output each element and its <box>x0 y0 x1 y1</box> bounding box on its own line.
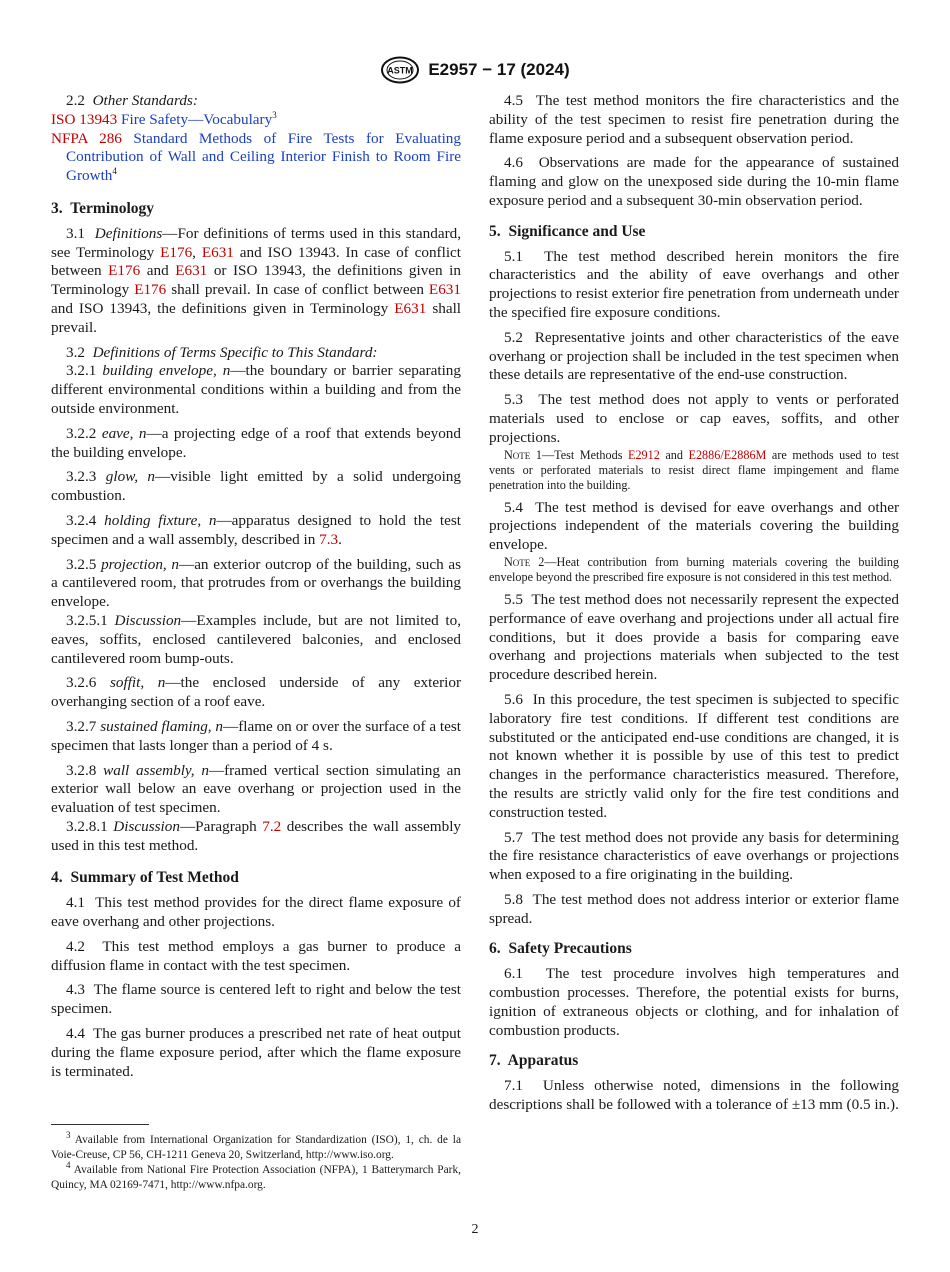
ref-link[interactable]: E176 <box>108 262 141 280</box>
paragraph-4-2: 4.2 This test method employs a gas burner to produce a diffusion flame in contact with the test specimen. <box>51 937 461 974</box>
paragraph-3-1: 3.1 Definitions—For definitions of terms used in this standard, see Terminology E176, E631 and ISO 13943. In case of conflict between E176 and E631 or ISO 13943, the definitions given in Terminology E176 shall prevail. In case of conflict between E631 and ISO 13943, the definitions given in Terminology E631 shall prevail. <box>51 224 462 336</box>
left-column <box>51 92 461 1087</box>
note-2: Note 2—Heat contribution from burning materials covering the building envelope beyond the prescribed fire exposure is not considered in this test method. <box>489 554 900 584</box>
paragraph-4-4: 4.4 The gas burner produces a prescribed net rate of heat output during the flame exposure period, after which the flame exposure is terminated. <box>51 1025 461 1080</box>
discussion-3-2-8-1: 3.2.8.1 Discussion—Paragraph 7.2 describes the wall assembly used in this test method. <box>51 817 462 854</box>
reference-title-link[interactable]: Fire Safety—Vocabulary <box>121 110 273 128</box>
section-heading-significance: 5. Significance and Use <box>489 222 646 240</box>
ref-link[interactable]: E631 <box>428 281 461 299</box>
reference-iso-13943: ISO 13943 Fire Safety—Vocabulary$^3$ <box>51 109 277 128</box>
ref-link[interactable]: E176 <box>160 243 193 261</box>
paragraph-5-6: 5.6 In this procedure, the test specimen is subjected to specific laboratory fire test conditions. If different test conditions are substituted or the anticipated end-use conditions are changed, it is not known whether it is possible by use of this test to predict changes in the performance characteristics measured. Therefore, the results are strictly valid only for the fire test conditions and construction tested. <box>489 690 900 821</box>
definition-3-2-7: 3.2.7 sustained flaming, n—flame on or over the surface of a test specimen that lasts longer than a period of 4 s. <box>51 717 462 754</box>
ref-link[interactable]: E2886/E2886M <box>688 447 767 462</box>
definition-3-2-3: 3.2.3 glow, n—visible light emitted by a solid undergoing combustion. <box>51 468 461 505</box>
section-heading-safety: 6. Safety Precautions <box>489 940 632 958</box>
paragraph-5-8: 5.8 The test method does not address interior or exterior flame spread. <box>489 890 899 927</box>
ref-link[interactable]: E176 <box>134 281 167 299</box>
definition-3-2-6: 3.2.6 soffit, n—the enclosed underside of any exterior overhanging section of a roof eave. <box>51 674 462 711</box>
right-column <box>489 92 899 1121</box>
section-heading-apparatus: 7. Apparatus <box>489 1052 579 1070</box>
footnote-3: $^3$ Available from International Organization for Standardization (ISO), 1, ch. de la Voie-Creuse, CP 56, CH-1211 Geneva 20, Switzerland, http://www.iso.org. <box>51 1130 462 1161</box>
paragraph-5-3: 5.3 The test method does not apply to vents or perforated materials used to enclose or cap eaves, soffits, and other projections. <box>489 391 899 446</box>
paragraph-5-1: 5.1 The test method described herein monitors the fire characteristics and the ability of eave overhangs and other projections to resist exterior fire penetration from underneath under the specified fire exposure conditions. <box>489 247 899 321</box>
ref-link[interactable]: 7.3 <box>319 530 339 548</box>
ref-link[interactable]: E631 <box>394 299 427 317</box>
discussion-3-2-5-1: 3.2.5.1 Discussion—Examples include, but are not limited to, eaves, soffits, enclosed cantilevered balconies, and enclosed cantilevered room bump-outs. <box>51 611 461 667</box>
footnote-4: $^4$ Available from National Fire Protection Association (NFPA), 1 Batterymarch Park, Quincy, MA 02169-7471, http://www.nfpa.org. <box>51 1160 462 1191</box>
paragraph-5-7: 5.7 The test method does not provide any basis for determining the fire resistance characteristics of eave overhangs or projections when exposed to a fire originating in the building. <box>489 828 899 884</box>
definition-3-2-4: 3.2.4 holding fixture, n—apparatus designed to hold the test specimen and a wall assembly, described in 7.3. <box>51 511 462 548</box>
section-heading-terminology: 3. Terminology <box>51 199 155 217</box>
paragraph-7-1: 7.1 Unless otherwise noted, dimensions in the following descriptions shall be followed with a tolerance of ±13 mm (0.5 in.). <box>489 1077 900 1114</box>
page-number: 2 <box>471 1222 479 1237</box>
paragraph-4-6: 4.6 Observations are made for the appearance of sustained flaming and glow on the unexposed side during the 10-min flame exposure period and a subsequent 30-min observation period. <box>489 154 899 209</box>
definition-3-2-2: 3.2.2 eave, n—a projecting edge of a roof that extends beyond the building envelope. <box>51 424 461 461</box>
paragraph-4-3: 4.3 The flame source is centered left to right and below the test specimen. <box>51 981 461 1018</box>
paragraph-5-4: 5.4 The test method is devised for eave overhangs and other projections independent of the materials covering the building envelope. <box>489 498 899 554</box>
section-2-2-heading: 2.2 Other Standards: <box>66 92 198 109</box>
paragraph-5-2: 5.2 Representative joints and other characteristics of the eave overhang or projection shall be included in the test specimen when these details are representative of the end-use construction. <box>489 328 899 384</box>
paragraph-4-5: 4.5 The test method monitors the fire characteristics and the ability of the test specimen to resist fire penetration during the flame exposure period and a subsequent observation period. <box>489 92 899 147</box>
paragraph-3-2: 3.2 Definitions of Terms Specific to This Standard: <box>66 343 378 361</box>
ref-link[interactable]: E2912 <box>628 447 660 462</box>
definition-3-2-1: 3.2.1 building envelope, n—the boundary or barrier separating different environmental conditions within a building and from the outside environment. <box>51 362 461 417</box>
ref-link[interactable]: E631 <box>201 243 234 261</box>
footnote-divider <box>51 1124 149 1125</box>
ref-link[interactable]: 7.2 <box>262 817 282 835</box>
paragraph-6-1: 6.1 The test procedure involves high temperatures and combustion processes. Therefore, the potential exists for burns, ignition of extraneous objects or clothing, and for inhalation of combustion products. <box>489 965 899 1039</box>
astm-logo-icon <box>380 56 420 84</box>
definition-3-2-5: 3.2.5 projection, n—an exterior outcrop of the building, such as a cantilevered room, that protrudes from or overhangs the building envelope. <box>51 555 461 611</box>
paragraph-5-5: 5.5 The test method does not necessarily represent the expected performance of eave overhang and projections under all actual fire conditions, but it does provide a basis for comparing eave overhang and projections materials when subjected to the test procedure described herein. <box>489 590 899 684</box>
page-header <box>0 55 950 85</box>
note-1: Note 1—Test Methods E2912 and E2886/E2886M are methods used to test vents or perforated materials to resist direct flame impingement and flame penetration into the building. <box>489 447 900 492</box>
reference-title-link[interactable]: Standard Methods of Fire Tests for Evaluating Contribution of Wall and Ceiling Interior Finish to Room Fire Growth <box>66 129 461 185</box>
reference-code-link[interactable]: NFPA 286 <box>51 129 122 147</box>
svg-text:ASTM: ASTM <box>387 65 414 76</box>
definition-3-2-8: 3.2.8 wall assembly, n—framed vertical section simulating an exterior wall below an eave overhang or projection used in the evaluation of test specimen. <box>51 761 461 817</box>
section-heading-summary: 4. Summary of Test Method <box>51 869 239 887</box>
document-designation: E2957 − 17 (2024) <box>428 60 570 79</box>
paragraph-4-1: 4.1 This test method provides for the direct flame exposure of eave overhang and other projections. <box>51 894 461 931</box>
ref-link[interactable]: E631 <box>175 262 208 280</box>
reference-nfpa-286: NFPA 286 Standard Methods of Fire Tests for Evaluating Contribution of Wall and Ceiling Interior Finish to Room Fire Growth$^4$ <box>51 129 461 185</box>
reference-code-link[interactable]: ISO 13943 <box>51 110 118 128</box>
